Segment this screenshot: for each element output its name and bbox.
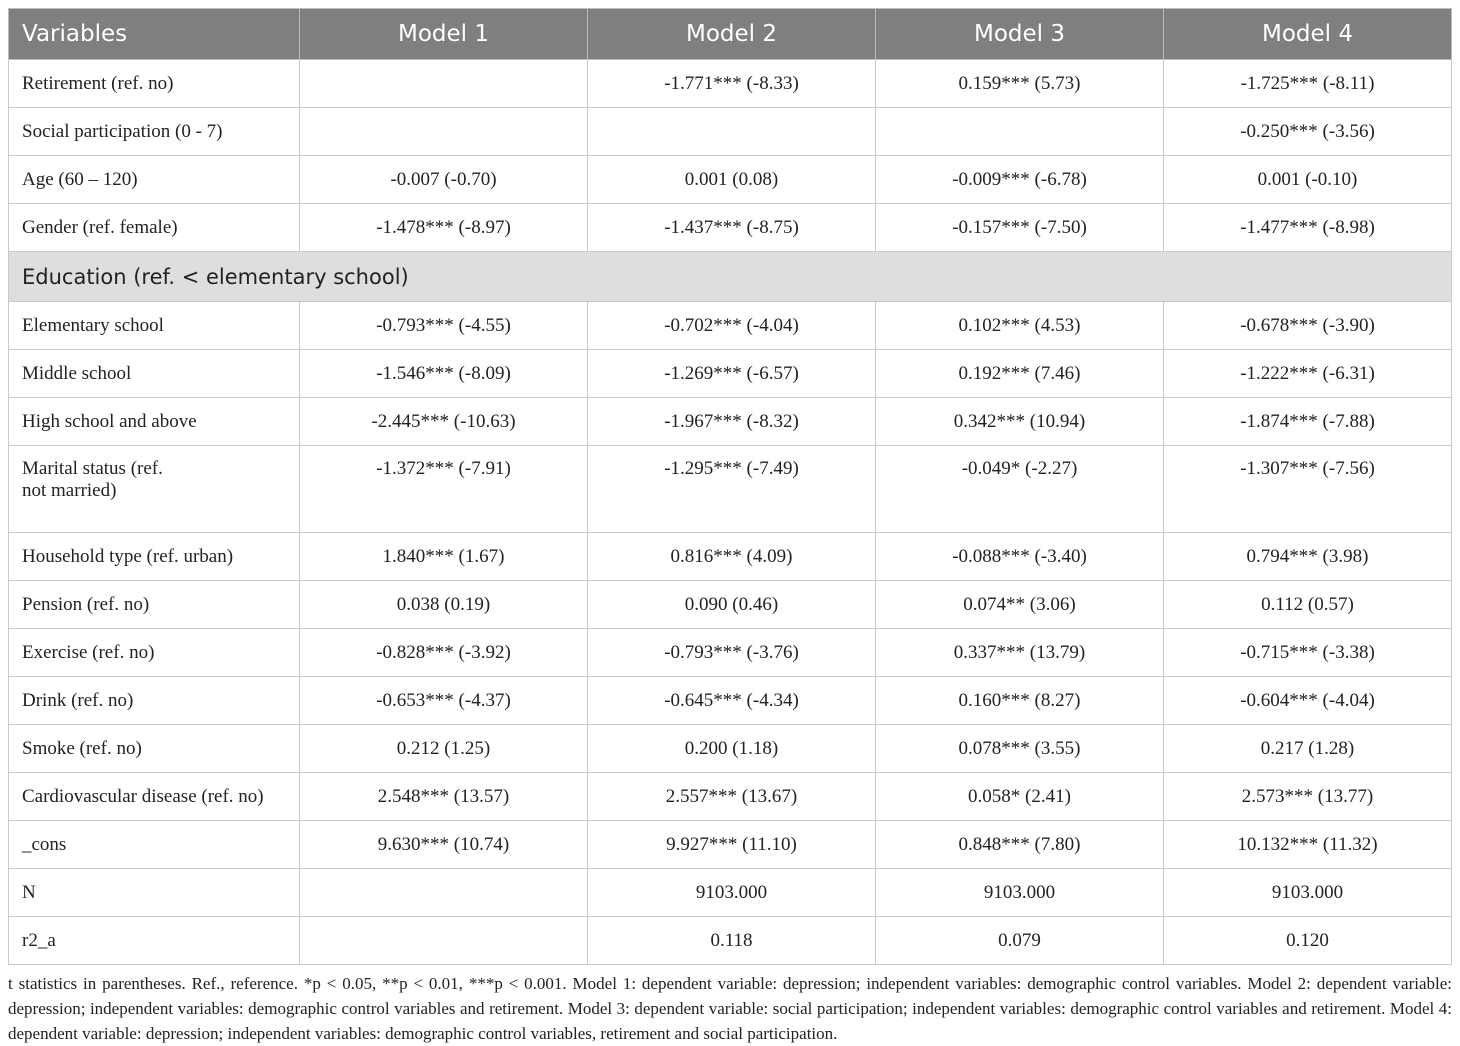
cell: -1.269*** (-6.57) [588, 350, 876, 398]
cell: -1.295*** (-7.49) [588, 446, 876, 533]
cell: -1.478*** (-8.97) [300, 204, 588, 252]
row-label: High school and above [9, 398, 300, 446]
cell: 0.079 [876, 917, 1164, 965]
section-label: Education (ref. < elementary school) [9, 252, 1452, 302]
cell: -0.604*** (-4.04) [1164, 677, 1452, 725]
table-row [9, 156, 1452, 204]
row-label: Cardiovascular disease (ref. no) [9, 773, 300, 821]
cell: 2.557*** (13.67) [588, 773, 876, 821]
cell: -1.437*** (-8.75) [588, 204, 876, 252]
table-row [9, 581, 1452, 629]
header-model-2: Model 2 [588, 9, 876, 60]
table-row [9, 821, 1452, 869]
cell: 10.132*** (11.32) [1164, 821, 1452, 869]
section-row-education [9, 252, 1452, 302]
cell [300, 869, 588, 917]
row-label-line-1: Marital status (ref. [22, 458, 163, 479]
cell: 0.212 (1.25) [300, 725, 588, 773]
cell: -1.725*** (-8.11) [1164, 60, 1452, 108]
cell: -1.477*** (-8.98) [1164, 204, 1452, 252]
cell: -1.307*** (-7.56) [1164, 446, 1452, 533]
cell: 0.200 (1.18) [588, 725, 876, 773]
row-label: Gender (ref. female) [9, 204, 300, 252]
cell: 0.217 (1.28) [1164, 725, 1452, 773]
table-row [9, 302, 1452, 350]
cell: -0.653*** (-4.37) [300, 677, 588, 725]
cell: 9.927*** (11.10) [588, 821, 876, 869]
cell: -0.250*** (-3.56) [1164, 108, 1452, 156]
cell [300, 917, 588, 965]
cell: 9103.000 [876, 869, 1164, 917]
header-row [9, 9, 1452, 60]
row-label: Exercise (ref. no) [9, 629, 300, 677]
table-row [9, 677, 1452, 725]
cell: 0.159*** (5.73) [876, 60, 1164, 108]
cell: 0.001 (-0.10) [1164, 156, 1452, 204]
cell: -0.645*** (-4.34) [588, 677, 876, 725]
row-label: Smoke (ref. no) [9, 725, 300, 773]
table-row [9, 917, 1452, 965]
cell: 0.090 (0.46) [588, 581, 876, 629]
cell: -1.967*** (-8.32) [588, 398, 876, 446]
cell: -0.828*** (-3.92) [300, 629, 588, 677]
cell [300, 60, 588, 108]
cell: 0.001 (0.08) [588, 156, 876, 204]
regression-table [8, 8, 1452, 965]
row-label: Retirement (ref. no) [9, 60, 300, 108]
row-label: Middle school [9, 350, 300, 398]
row-label: Age (60 – 120) [9, 156, 300, 204]
cell: -0.793*** (-3.76) [588, 629, 876, 677]
cell [300, 108, 588, 156]
row-label: r2_a [9, 917, 300, 965]
table-row [9, 533, 1452, 581]
row-label: Social participation (0 - 7) [9, 108, 300, 156]
cell: 2.573*** (13.77) [1164, 773, 1452, 821]
cell: -0.715*** (-3.38) [1164, 629, 1452, 677]
cell: -1.771*** (-8.33) [588, 60, 876, 108]
header-model-1: Model 1 [300, 9, 588, 60]
cell: 0.102*** (4.53) [876, 302, 1164, 350]
cell: -1.874*** (-7.88) [1164, 398, 1452, 446]
row-label: Pension (ref. no) [9, 581, 300, 629]
cell: -0.049* (-2.27) [876, 446, 1164, 533]
cell: 0.794*** (3.98) [1164, 533, 1452, 581]
cell: -1.546*** (-8.09) [300, 350, 588, 398]
header-variables: Variables [9, 9, 300, 60]
header-model-3: Model 3 [876, 9, 1164, 60]
table-row-marital-status [9, 446, 1452, 533]
table-row [9, 869, 1452, 917]
cell: 0.078*** (3.55) [876, 725, 1164, 773]
cell: 0.342*** (10.94) [876, 398, 1164, 446]
row-label-line-2: not married) [22, 480, 117, 501]
cell: 0.112 (0.57) [1164, 581, 1452, 629]
cell: -1.372*** (-7.91) [300, 446, 588, 533]
row-label: Elementary school [9, 302, 300, 350]
table-row [9, 725, 1452, 773]
cell: 9103.000 [1164, 869, 1452, 917]
cell: -0.007 (-0.70) [300, 156, 588, 204]
row-label: Household type (ref. urban) [9, 533, 300, 581]
cell: 0.337*** (13.79) [876, 629, 1164, 677]
table-row [9, 398, 1452, 446]
table-row [9, 629, 1452, 677]
table-row [9, 60, 1452, 108]
cell: 0.160*** (8.27) [876, 677, 1164, 725]
cell: -2.445*** (-10.63) [300, 398, 588, 446]
cell [588, 108, 876, 156]
cell: 0.848*** (7.80) [876, 821, 1164, 869]
cell: 0.118 [588, 917, 876, 965]
cell: -0.702*** (-4.04) [588, 302, 876, 350]
table-row [9, 773, 1452, 821]
cell: 0.816*** (4.09) [588, 533, 876, 581]
cell: -0.009*** (-6.78) [876, 156, 1164, 204]
cell: -0.157*** (-7.50) [876, 204, 1164, 252]
cell: 1.840*** (1.67) [300, 533, 588, 581]
row-label: Drink (ref. no) [9, 677, 300, 725]
cell: 0.120 [1164, 917, 1452, 965]
cell: -0.088*** (-3.40) [876, 533, 1164, 581]
table-row [9, 204, 1452, 252]
cell: 0.058* (2.41) [876, 773, 1164, 821]
header-model-4: Model 4 [1164, 9, 1452, 60]
table-footnote: t statistics in parentheses. Ref., reference. *p < 0.05, **p < 0.01, ***p < 0.001. Model 1: dependent variable: depression; independent variables: demographic control variables. Model 2: dependent variable: depression; independent variables: demographic control variables and retirement. Model 3: dependent variable: social participation; independent variables: demographic control variables and retirement. Model 4: dependent variable: depression; independent variables: demographic control variables, retirement and social participation. [8, 974, 1452, 1043]
table-row [9, 108, 1452, 156]
cell: -0.793*** (-4.55) [300, 302, 588, 350]
cell: -0.678*** (-3.90) [1164, 302, 1452, 350]
cell: -1.222*** (-6.31) [1164, 350, 1452, 398]
row-label [9, 446, 300, 533]
cell: 9103.000 [588, 869, 876, 917]
regression-table-container [8, 8, 1452, 1046]
cell: 9.630*** (10.74) [300, 821, 588, 869]
table-row [9, 350, 1452, 398]
row-label: _cons [9, 821, 300, 869]
cell [876, 108, 1164, 156]
cell: 2.548*** (13.57) [300, 773, 588, 821]
row-label: N [9, 869, 300, 917]
cell: 0.074** (3.06) [876, 581, 1164, 629]
cell: 0.038 (0.19) [300, 581, 588, 629]
cell: 0.192*** (7.46) [876, 350, 1164, 398]
